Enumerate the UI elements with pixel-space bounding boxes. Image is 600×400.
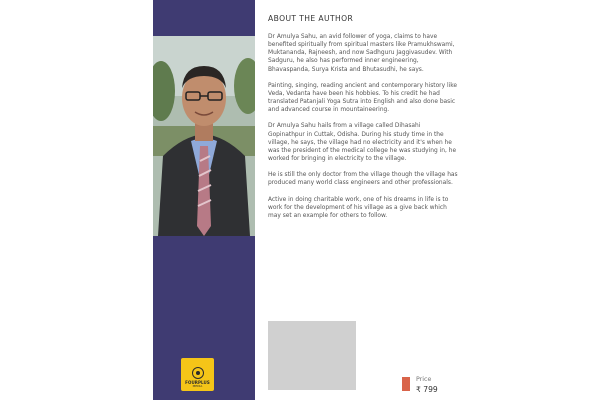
author-photo xyxy=(153,36,255,236)
publisher-logo-icon xyxy=(181,358,214,391)
price-label: Price xyxy=(416,376,432,383)
bio-paragraph-3: Dr Amulya Sahu hails from a village called Dihasahi Gopinathpur in Cuttak, Odisha. During his study time in the village, he says, the village had no electricity and it's when he was the president of the medical college he was studying in, he worked for bringing in electricity to the village. xyxy=(268,123,457,163)
price-marker xyxy=(402,377,410,391)
image-placeholder xyxy=(268,321,356,390)
logo-subtitle: MEDIA xyxy=(192,384,203,388)
section-title: ABOUT THE AUTHOR xyxy=(268,14,354,23)
bio-paragraph-4: He is still the only doctor from the village though the village has produced many world class engineers and other professionals. xyxy=(268,172,458,187)
author-photo-illustration xyxy=(153,36,255,236)
bio-paragraph-1: Dr Amulya Sahu, an avid follower of yoga, claims to have benefited spiritually from spiritual masters like Pramukhswami, Muktananda, Rajneesh, and now Sadhguru Jaggivasudev. With Sadguru, he also has performed inner engineering, Bhavaspanda, Surya Krista and Bhutasudhi, he says. xyxy=(268,34,455,73)
author-bio xyxy=(268,14,458,228)
logo-name: FOURPLUS xyxy=(185,380,210,385)
bio-paragraph-5: Active in doing charitable work, one of his dreams in life is to work for the development of his village as a give back which may set an example for others to follow. xyxy=(268,196,449,219)
logo-mark-icon xyxy=(192,367,204,379)
price-value: ₹ 799 xyxy=(416,385,438,394)
bio-paragraph-2: Painting, singing, reading ancient and contemporary history like Veda, Vedanta have been his hobbies. To his credit he had translated Patanjali Yoga Sutra into English and also done basic and advanced course in mountaineering. xyxy=(268,82,458,114)
